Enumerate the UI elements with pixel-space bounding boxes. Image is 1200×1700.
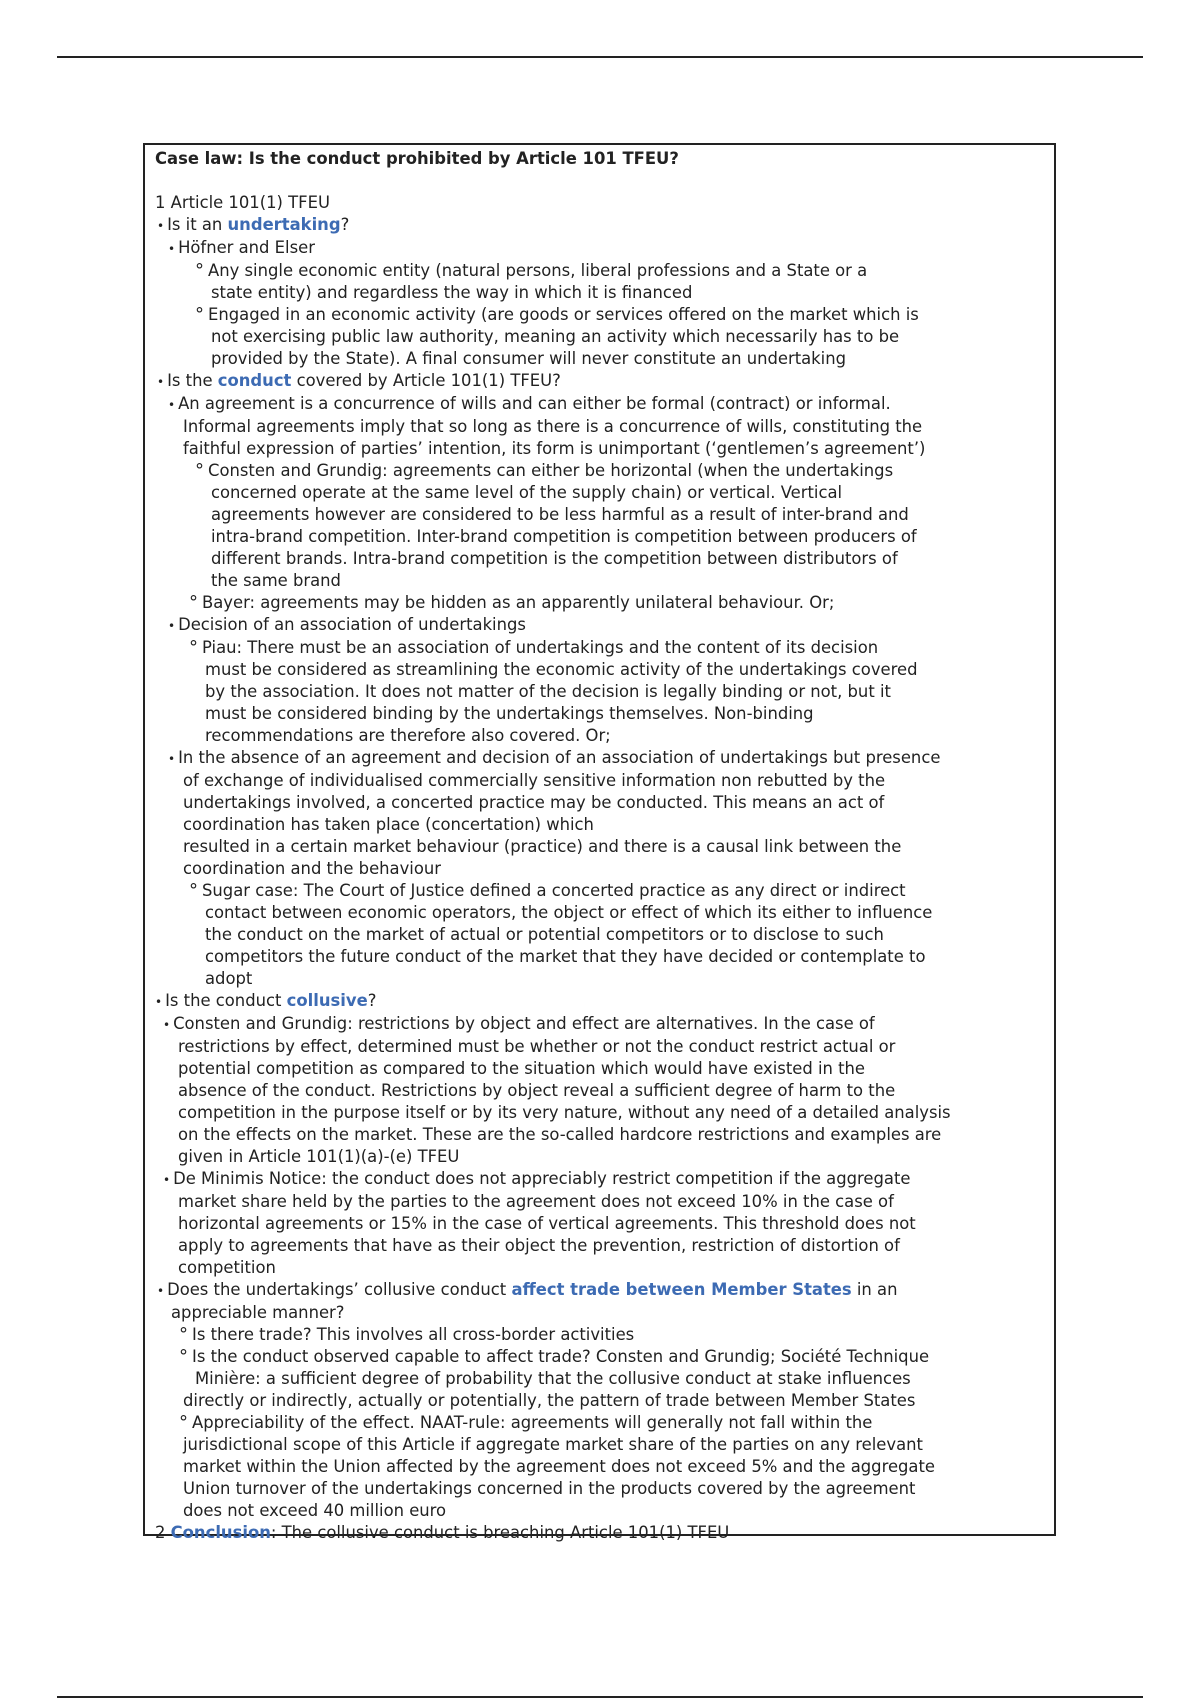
question-trade: • Does the undertakings’ collusive conduct affect trade between Member States in an: [157, 1279, 1046, 1302]
text-line: by the association. It does not matter of the decision is legally binding or not, but it: [205, 682, 891, 701]
text-line: horizontal agreements or 15% in the case of vertical agreements. This threshold does not: [178, 1214, 916, 1233]
text-line: restrictions by effect, determined must be whether or not the conduct restrict actual or: [178, 1037, 896, 1056]
text-line: faithful expression of parties’ intention, its form is unimportant (‘gentlemen’s agreement’): [183, 439, 926, 458]
text-line: the conduct on the market of actual or potential competitors or to disclose to such: [205, 925, 884, 944]
text-line: provided by the State). A final consumer will never constitute an undertaking: [211, 349, 847, 368]
text-line: ° Sugar case: The Court of Justice defined a concerted practice as any direct or indirect: [155, 880, 1046, 902]
text-line: coordination and the behaviour: [183, 859, 442, 878]
text-line: given in Article 101(1)(a)-(e) TFEU: [178, 1147, 460, 1166]
text-line: ° Engaged in an economic activity (are goods or services offered on the market which is: [155, 304, 1046, 326]
text-line: state entity) and regardless the way in which it is financed: [211, 283, 693, 302]
text-line: market within the Union affected by the agreement does not exceed 5% and the aggregate: [183, 1457, 935, 1476]
case-law-box: [143, 143, 1056, 1542]
page-title: Case law: Is the conduct prohibited by Article 101 TFEU?: [155, 149, 679, 168]
text-line: competition: [178, 1258, 276, 1277]
text-line: ° Bayer: agreements may be hidden as an apparently unilateral behaviour. Or;: [155, 592, 1046, 614]
footer-rule: [57, 1696, 1143, 1698]
text-line: recommendations are therefore also covered. Or;: [205, 726, 611, 745]
section-heading: 1 Article 101(1) TFEU: [155, 193, 330, 212]
keyword-conclusion: Conclusion: [170, 1523, 271, 1542]
text-line: appreciable manner?: [171, 1303, 345, 1322]
keyword-collusive: collusive: [286, 991, 368, 1010]
question-conduct: • Is the conduct covered by Article 101(1) TFEU?: [157, 370, 1046, 393]
question-collusive: • Is the conduct collusive?: [155, 990, 1046, 1013]
text-line: ° Consten and Grundig: agreements can either be horizontal (when the undertakings: [155, 460, 1046, 482]
text-line: not exercising public law authority, meaning an activity which necessarily has to be: [211, 327, 900, 346]
text-line: Minière: a sufficient degree of probability that the collusive conduct at stake influences: [195, 1369, 911, 1388]
text-line: ° Any single economic entity (natural persons, liberal professions and a State or a: [155, 260, 1046, 282]
text-line: Informal agreements imply that so long as there is a concurrence of wills, constituting the: [183, 417, 923, 436]
keyword-undertaking: undertaking: [227, 215, 341, 234]
text-line: market share held by the parties to the agreement does not exceed 10% in the case of: [178, 1192, 894, 1211]
text-line: absence of the conduct. Restrictions by object reveal a sufficient degree of harm to the: [178, 1081, 896, 1100]
header-rule: [57, 56, 1143, 58]
text-line: directly or indirectly, actually or potentially, the pattern of trade between Member States: [183, 1391, 916, 1410]
text-line: • Decision of an association of undertakings: [155, 614, 1046, 637]
text-line: ° Is there trade? This involves all cross-border activities: [155, 1324, 1046, 1346]
text-line: Union turnover of the undertakings concerned in the products covered by the agreement: [183, 1479, 916, 1498]
text-line: different brands. Intra-brand competition is the competition between distributors of: [211, 549, 898, 568]
case-hofner-elser: • Höfner and Elser: [155, 237, 1046, 260]
text-line: ° Is the conduct observed capable to affect trade? Consten and Grundig; Société Technique: [155, 1346, 1046, 1368]
text-line: on the effects on the market. These are the so-called hardcore restrictions and examples are: [178, 1125, 942, 1144]
text-line: apply to agreements that have as their object the prevention, restriction of distortion of: [178, 1236, 900, 1255]
text-line: ° Appreciability of the effect. NAAT-rule: agreements will generally not fall within the: [155, 1412, 1046, 1434]
text-line: potential competition as compared to the situation which would have existed in the: [178, 1059, 865, 1078]
text-line: coordination has taken place (concertation) which: [183, 815, 594, 834]
text-line: • In the absence of an agreement and decision of an association of undertakings but presence: [155, 747, 1046, 770]
text-line: must be considered as streamlining the economic activity of the undertakings covered: [205, 660, 918, 679]
text-line: • De Minimis Notice: the conduct does not appreciably restrict competition if the aggregate: [155, 1168, 1046, 1191]
question-undertaking: • Is it an undertaking?: [157, 214, 1046, 237]
text-line: competition in the purpose itself or by its very nature, without any need of a detailed analysis: [178, 1103, 951, 1122]
text-line: the same brand: [211, 571, 341, 590]
text-line: undertakings involved, a concerted practice may be conducted. This means an act of: [183, 793, 885, 812]
text-line: • Consten and Grundig: restrictions by object and effect are alternatives. In the case of: [155, 1013, 1046, 1036]
text-line: of exchange of individualised commercially sensitive information non rebutted by the: [183, 771, 886, 790]
text-line: competitors the future conduct of the market that they have decided or contemplate to: [205, 947, 926, 966]
text-line: adopt: [205, 969, 253, 988]
text-line: • An agreement is a concurrence of wills and can either be formal (contract) or informal.: [155, 393, 1046, 416]
text-line: agreements however are considered to be less harmful as a result of inter-brand and: [211, 505, 909, 524]
text-line: must be considered binding by the undertakings themselves. Non-binding: [205, 704, 814, 723]
text-line: concerned operate at the same level of the supply chain) or vertical. Vertical: [211, 483, 843, 502]
keyword-conduct: conduct: [217, 371, 292, 390]
text-line: resulted in a certain market behaviour (practice) and there is a causal link between the: [183, 837, 902, 856]
keyword-affect-trade: affect trade between Member States: [511, 1280, 852, 1299]
conclusion: 2 Conclusion: The collusive conduct is breaching Article 101(1) TFEU: [155, 1523, 730, 1542]
text-line: ° Piau: There must be an association of undertakings and the content of its decision: [155, 637, 1046, 659]
text-line: intra-brand competition. Inter-brand competition is competition between producers of: [211, 527, 917, 546]
text-line: contact between economic operators, the object or effect of which its either to influence: [205, 903, 933, 922]
text-line: jurisdictional scope of this Article if aggregate market share of the parties on any relevant: [183, 1435, 923, 1454]
text-line: does not exceed 40 million euro: [183, 1501, 447, 1520]
